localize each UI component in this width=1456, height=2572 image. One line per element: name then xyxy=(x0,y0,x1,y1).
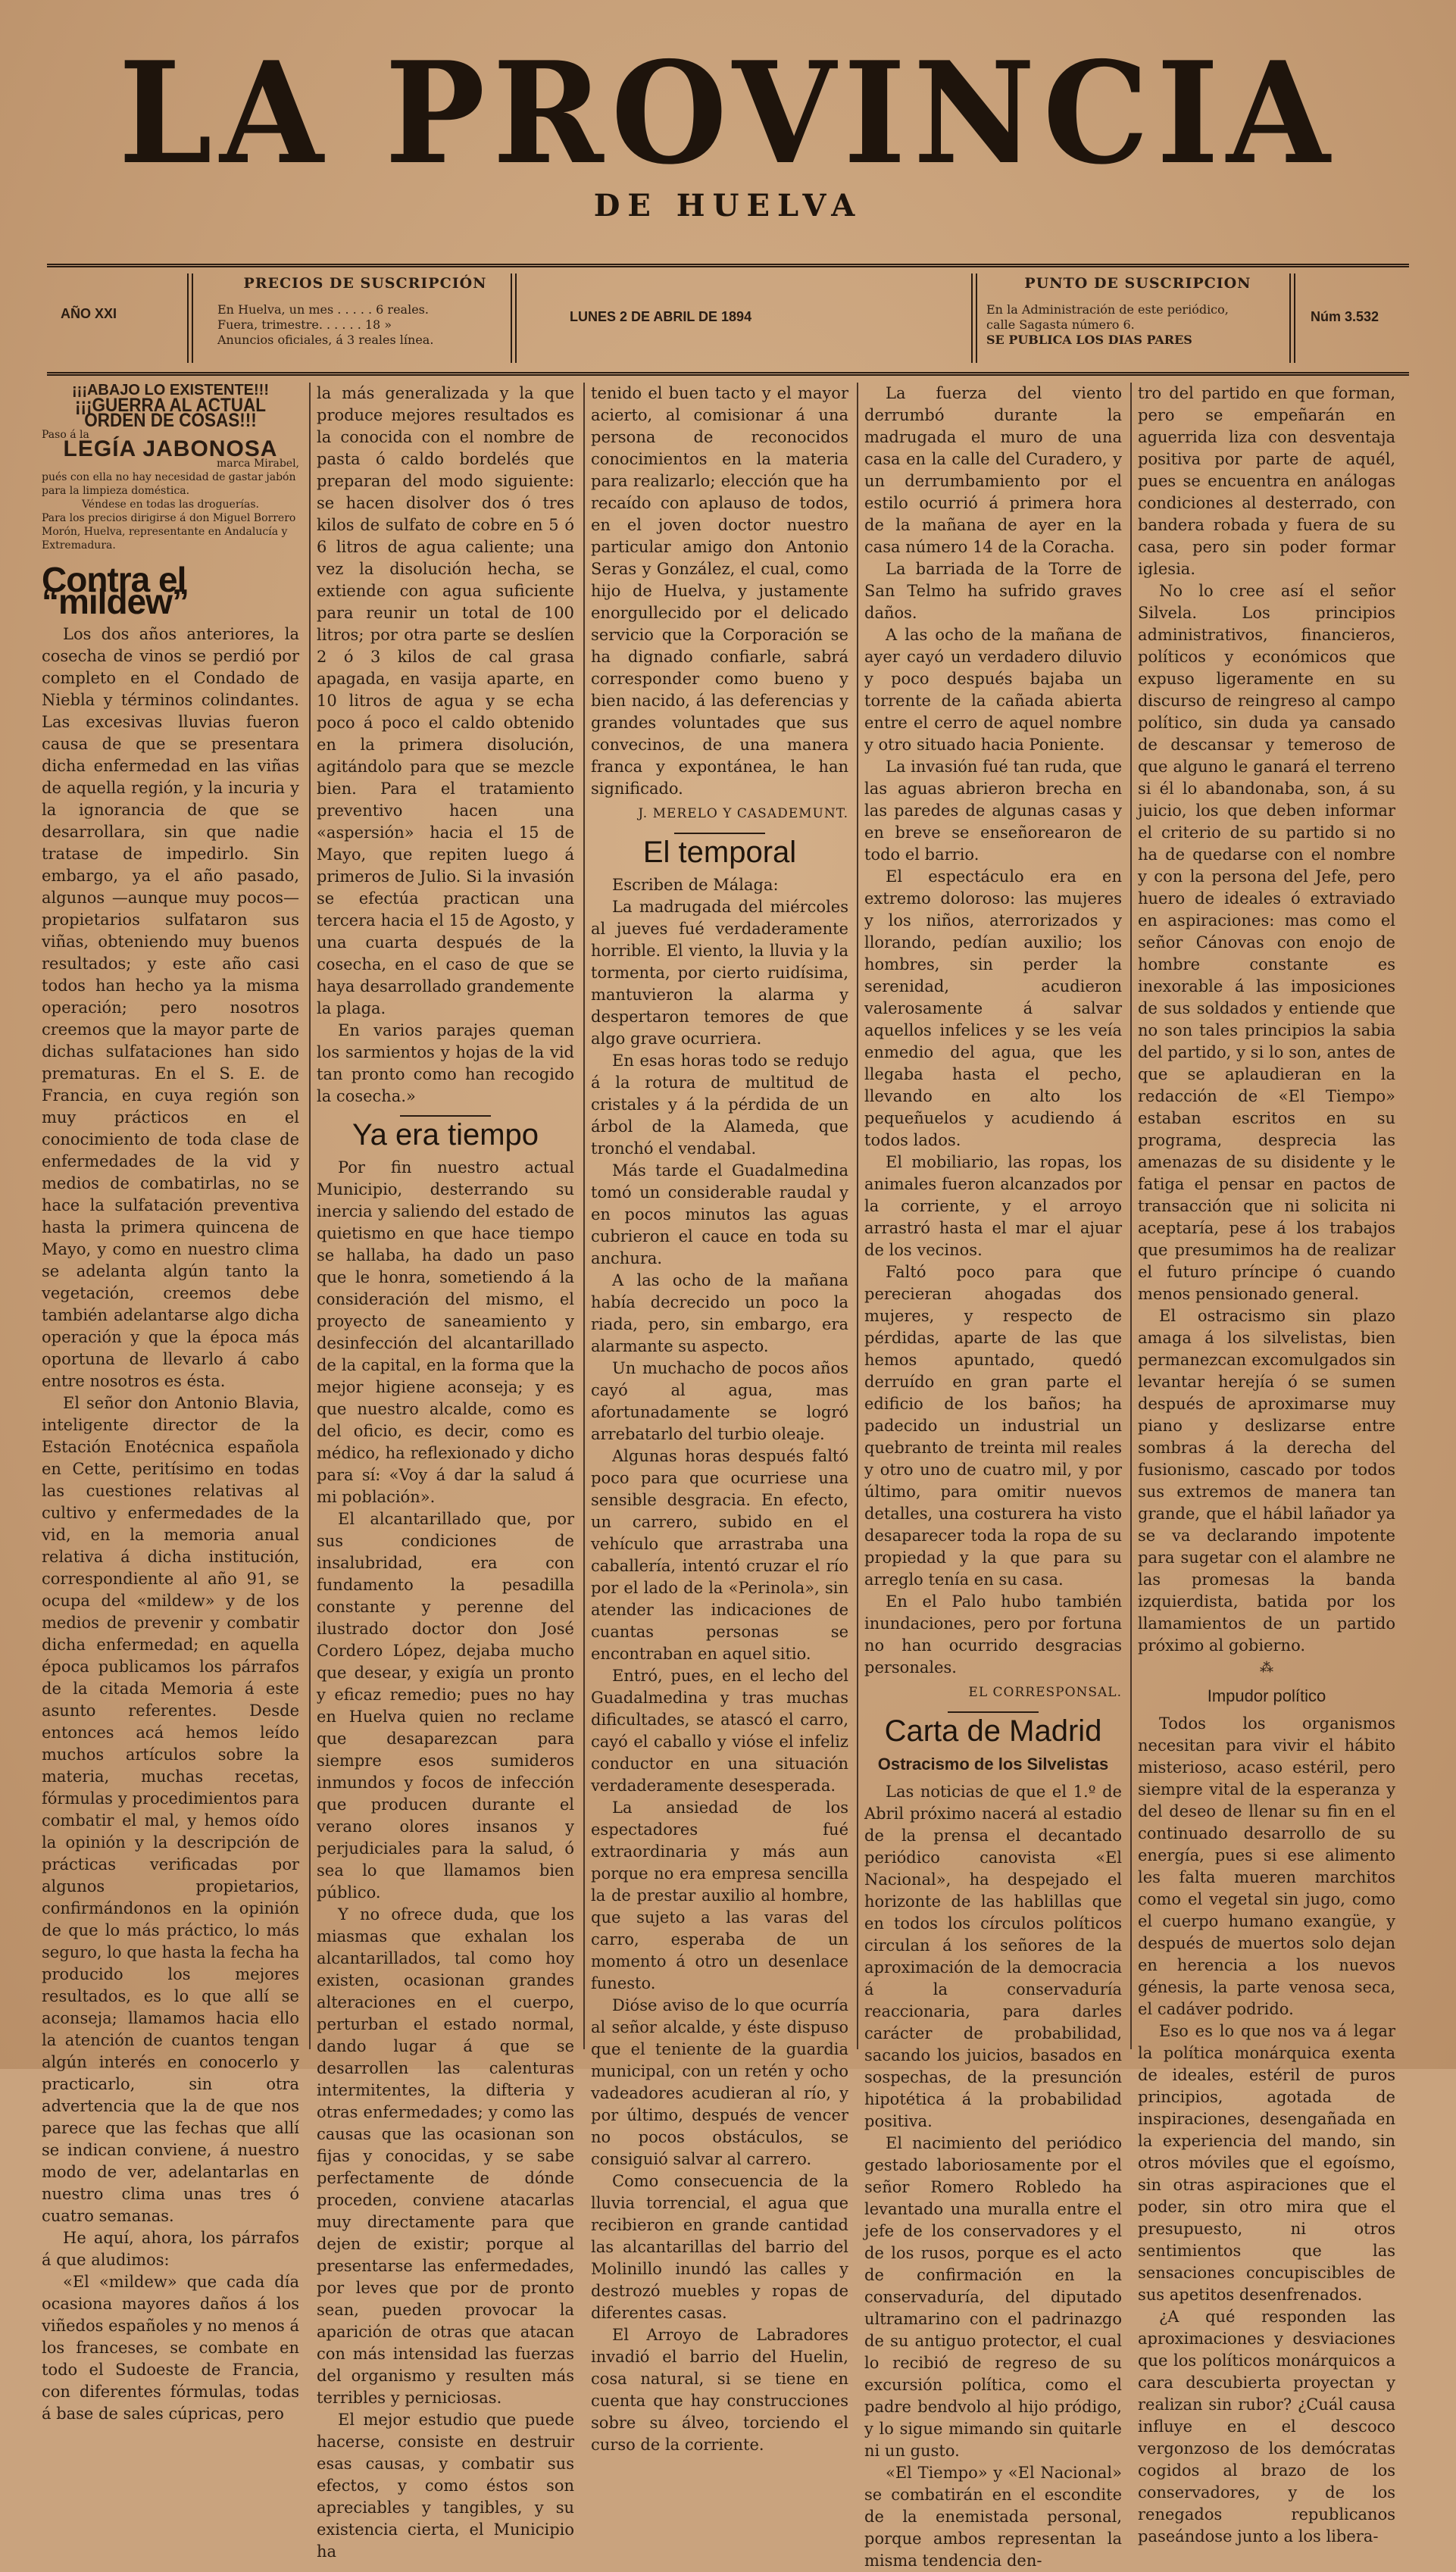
paragraph: El señor don Antonio Blavia, inteligente director de la Estación Enotécnica española en Cette, peritísimo en todas las cuestiones relativas al cultivo y enfermedades de la vid, en la memoria anual relativa á dicha institución, correspondiente al año 91, se ocupa del «mildew» y de los medios de prevenir y combatir dicha enfermedad; en aquella época publicamos los párrafos de la citada Memoria á este asunto referentes. Desde entonces acá hemos leído muchos artículos sobre la materia, muchas recetas, fórmulas y procedimientos para combatir el mal, y hemos oído la opinión y la descripción de prácticas verificadas por algunos propietarios, confirmándonos en la opinión de que lo más práctico, lo más seguro, lo que hasta la fecha ha producido los mejores resultados, es lo que allí se aconseja; llamamos hacia ello la atención de cuantos tengan algún interés en conocerlo y practicarlo, sin otra advertencia que la de que nos parece que las fechas que allí se indican conviene, á nuestro modo de ver, adelantarlas en nuestro clima unas tres ó cuatro semanas. xyxy=(42,1394,299,2225)
paragraph: tenido el buen tacto y el mayor acierto, al comisionar á una persona de reconocidos conocimientos en la materia para realizarlo; elección que ha recaído con aplauso de todos, en el joven doctor nuestro particular amigo don Antonio Seras y González, el cual, como hijo de Huelva, y justamente enorgullecido por el delicado servicio que la Corporación se ha dignado confiarle, sabrá corresponder como bueno y bien nacido, á las deferencias y grandes voluntades que sus convecinos, de una manera franca y expontánea, le han significado. xyxy=(591,384,848,798)
issue-number: Núm 3.532 xyxy=(1311,309,1379,324)
ad-line-5: marca Mirabel, xyxy=(217,458,299,470)
paragraph: Dióse aviso de lo que ocurría al señor alcalde, y éste dispuso que el teniente de la guardia municipal, con un retén y ocho vadeadores acudieran al río, y por último, después de vencer no pocos obstáculos, se consiguió salvar al carrero. xyxy=(591,1996,848,2168)
subscription-prices xyxy=(217,275,513,348)
paragraph: El nacimiento del periódico gestado laboriosamente por el señor Romero Robledo ha levantado una muralla entre el jefe de los conservadores y el de los rusos, porque es el acto de confirmación en la conservaduría, del diputado ultramarino con el padrinazgo de su antiguo protector, el cual lo recibió de regreso de su excursión política, como el padre bendvolo al hijo pródigo, y lo sigue mimando sin quitarle ni un gusto. xyxy=(864,2134,1122,2460)
ad-line-1: ¡¡¡ABAJO LO EXISTENTE!!! xyxy=(72,382,269,398)
carta-subheadline: Ostracismo de los Silvelistas xyxy=(877,1755,1109,1774)
prices-line-2: Fuera, trimestre. . . . . . 18 » xyxy=(217,317,392,332)
paragraph: La barriada de la Torre de San Telmo ha sufrido graves daños. xyxy=(864,560,1122,622)
paragraph: El mobiliario, las ropas, los animales fueron alcanzados por la corriente, y el arroyo arrastró hasta el mar el ajuar de los vecinos. xyxy=(864,1153,1122,1259)
year-label: AÑO XXI xyxy=(61,306,117,321)
paragraph: El alcantarillado que, por sus condiciones de insalubridad, era con fundamento la pesadilla constante y perenne del ilustrado doctor don José Cordero López, dejaba mucho que desear, y exigía un pronto y eficaz remedio; pues no hay en Huelva quien no reclame que desaparezcan para siempre esos sumideros inmundos y focos de infección que producen durante el verano olores insanos y perjudiciales para la salud, ó sea lo que llamamos bien público. xyxy=(317,1510,574,1902)
paragraph: ¿A qué responden las aproximaciones y desviaciones que los políticos monárquicos a cara descubierta proyectan y realizan sin rubor? ¿Cuál causa influye en el descoco vergonzoso de los demócratas cogidos al brazo de los conservadores, y de los renegados republicanos paseándose junto a los libera- xyxy=(1138,2308,1395,2545)
paragraph: La invasión fué tan ruda, que las aguas abrieron brecha en las paredes de algunas casas y en breve se enseñorearon de todo el barrio. xyxy=(864,758,1122,864)
publication-days: SE PUBLICA LOS DIAS PARES xyxy=(986,333,1192,347)
impudor-headline: Impudor político xyxy=(1207,1686,1326,1705)
paragraph: Escriben de Málaga: xyxy=(612,876,779,894)
paragraph: La madrugada del miércoles al jueves fué verdaderamente horrible. El viento, la lluvia y la tormenta, por cierto ruidísima, mantuvieron la alarma y despertaron temores de que algo grave ocurriera. xyxy=(591,898,848,1048)
paragraph: En varios parajes queman los sarmientos y hojas de la vid tan pronto como han recogido la cosecha.» xyxy=(317,1021,574,1105)
paragraph: «El Tiempo» y «El Nacional» se combatirán en el escondite de la enemistada personal, porque ambos representan la misma tendencia den- xyxy=(864,2464,1122,2570)
paragraph: El ostracismo sin plazo amaga á los silvelistas, bien permanezcan excomulgados sin levantar herejía ó se sumen después de aproximarse muy piano y deslizarse entre sombras á la derecha del fusionismo, cascado por todos sus extremos de manera tan grande, que el hábil lañador ya se va declarando impotente para sugetar con el alambre ne las promesas la banda izquierdista, batida por los llamamientos de un partido próximo al gobierno. xyxy=(1138,1307,1395,1655)
paragraph: A las ocho de la mañana de ayer cayó un verdadero diluvio y poco después bajaba un torrente de la cañada abierta entre el cerro de aquel nombre y otro situado hacia Poniente. xyxy=(864,626,1122,754)
prices-line-1: En Huelva, un mes . . . . . 6 reales. xyxy=(217,302,429,317)
ad-product-name: LEGÍA JABONOSA xyxy=(63,436,278,461)
paragraph: En el Palo hubo también inundaciones, pero por fortuna no han ocurrido desgracias personales. xyxy=(864,1592,1122,1677)
ad-line-2: ¡¡¡GUERRA AL ACTUAL ORDEN DE COSAS!!! xyxy=(74,395,267,431)
paragraph: Todos los organismos necesitan para vivir el hábito misterioso, acaso estéril, pero siempre vital de la esperanza y del deseo de llenar su fin en el continuado desarrollo de su energía, pues si ese alimento les falta mueren marchitos como el vegetal sin jugo, como el cuerpo humano exangüe, y después de muertos solo dejan en herencia a los nuevos génesis, la parte venosa seca, el cadáver podrido. xyxy=(1138,1714,1395,2018)
newspaper-subtitle: DE HUELVA xyxy=(593,188,863,223)
ad-line-3: Paso á la xyxy=(42,429,89,441)
separator xyxy=(948,1711,1039,1713)
paragraph: Algunas horas después faltó poco para que ocurriese una sensible desgracia. En efecto, un carrero, subido en el vehículo que arrastraba una caballería, intentó cruzar el río por el lado de la «Perinola», sin atender las indicaciones de cuantas personas se encontraban en aquel sitio. xyxy=(591,1447,848,1663)
subscription-line-2: calle Sagasta número 6. xyxy=(986,317,1135,332)
column-4 xyxy=(864,383,1122,2570)
paragraph: Y no ofrece duda, que los miasmas que exhalan los alcantarillados, tal como hoy existen, ocasionan grandes alteraciones en el cuerpo, perturban el estado normal, dando lugar á que se desarrollen las calenturas intermitentes, la difteria y otras enfermedades; y como las causas que las ocasionan son fijas y conocidas, y se sabe perfectamente de dónde proceden, conviene atacarlas muy directamente para que dejen de existir; porque al presentarse las enfermedades, por leves que por de pronto sean, pueden provocar la aparición de otras que atacan con más intensidad las fuerzas del organismo y resulten más terribles y perniciosas. xyxy=(317,1905,574,2407)
paragraph: En esas horas todo se redujo á la rotura de multitud de cristales y á la pérdida de un árbol de la Alameda, que tronchó el vendabal. xyxy=(591,1052,848,1158)
masthead xyxy=(0,30,1456,223)
paragraph: «El «mildew» que cada día ocasiona mayores daños á los viñedos españoles y no menos á los franceses, se combate en todo el Sudoeste de Francia, con diferentes fórmulas, todas á base de sales cúpricas, pero xyxy=(42,2273,299,2423)
signature: J. MERELO Y CASADEMUNT. xyxy=(638,806,848,821)
paragraph: No lo cree así el señor Silvela. Los principios administrativos, financieros, políticos y económicos que expuso ligeramente en su discurso de reingreso al campo político, sin duda ya cansado de descansar y temeroso de que alguno le ganará el terreno si él lo abandonaba, son, á su juicio, los que deben informar el criterio de su partido si no ha de quedarse con el nombre y con la persona del Jefe, pero huero de ideales ó extraviado en aspiraciones: mas como el señor Cánovas con enojo de hombre constante es inexorable á las imposiciones de sus soldados y entiende que no son tales principios la sabia del partido, y si lo son, antes de que se aplaudieran en la redacción de «El Tiempo» estaban escritos en su programa, desprecia las amenazas de su disidente y le fatiga el pensar en pactos de transacción que ni solicita ni aceptaría, pese á los trabajos que presumimos ha de realizar el futuro príncipe ó cuando menos pensionado general. xyxy=(1138,582,1395,1303)
paragraph: El Arroyo de Labradores invadió el barrio del Huelin, cosa natural, si se tiene en cuenta que hay construcciones sobre su álveo, torciendo el curso de la corriente. xyxy=(591,2326,848,2454)
ad-line-8: Para los precios dirigirse á don Miguel Borrero Morón, Huelva, representante en Andalucía y Extremadura. xyxy=(42,512,296,552)
paragraph: tro del partido en que forman, pero se empeñarán en aguerrida liza con desventaja positiva por parte de aquél, pues se encuentra en análogas condiciones al desterrado, con bandera robada y fuera de su casa, pero sin poder formar iglesia. xyxy=(1138,384,1395,578)
paragraph: La fuerza del viento derrumbó durante la madrugada el muro de una casa en la calle del Curadero, y un derrumbamiento por el estilo ocurrió á primera hora de la mañana de ayer en la casa número 14 de la Coracha. xyxy=(864,384,1122,556)
ya-era-tiempo-headline: Ya era tiempo xyxy=(352,1118,539,1152)
subscription-point xyxy=(986,275,1289,348)
paragraph: Las noticias de que el 1.º de Abril próximo nacerá al estadio de la prensa el decantado periódico canovista «El Nacional», ha despejado el horizonte de las hablillas que en todos los círculos políticos circulan á los señores de la aproximación de la democracia á la conservaduría reaccionaria, para darles carácter de probabilidad, sacando los juicios, basados en sospechas, de la presunción hipotética á la probabilidad positiva. xyxy=(864,1783,1122,2130)
subscription-point-title: PUNTO DE SUSCRIPCION xyxy=(1024,275,1251,292)
separator xyxy=(400,1115,491,1117)
prices-line-3: Anuncios oficiales, á 3 reales línea. xyxy=(217,333,434,347)
paragraph: Un muchacho de pocos años cayó al agua, mas afortunadamente se logró arrebatarlo del turbio oleaje. xyxy=(591,1359,848,1443)
paragraph: He aquí, ahora, los párrafos á que aludimos: xyxy=(42,2229,299,2269)
info-bar xyxy=(47,264,1409,376)
paragraph: Como consecuencia de la lluvia torrencial, el agua que recibieron en grande cantidad las alcantarillas del barrio del Molinillo inundó las calles y destrozó muebles y ropas de diferentes casas. xyxy=(591,2172,848,2322)
paragraph: Los dos años anteriores, la cosecha de vinos se perdió por completo en el Condado de Niebla y términos colindantes. Las excesivas lluvias fueron causa de que se presentara dicha enfermedad en las viñas de aquella región, y la incuria y la ignorancia de que se desarrollara, sin que nadie tratase de impedirlo. Sin embargo, ya el año pasado, algunos —aunque muy pocos—propietarios sulfataron sus viñas, obteniendo muy buenos resultados; y este año casi todos han hecho ya la misma operación; pero nosotros creemos que la mayor parte de dichas sulfataciones han sido prematuras. En el S. E. de Francia, en cuya región son muy prácticos en el conocimiento de toda clase de enfermedades de la vid y medios de combatirlas, no se hace la sulfatación preventiva hasta la primera quincena de Mayo, y como en nuestro clima se adelanta algún tanto la vegetación, creemos debe también adelantarse algo dicha operación y que la época más oportuna de llevarlo á cabo entre nosotros es ésta. xyxy=(42,625,299,1390)
advertisement xyxy=(42,383,299,552)
paragraph: Más tarde el Guadalmedina tomó un considerable raudal y en pocos minutos las aguas cubrieron el cauce en toda su anchura. xyxy=(591,1161,848,1267)
column-2 xyxy=(317,383,574,2561)
prices-title: PRECIOS DE SUSCRIPCIÓN xyxy=(243,275,487,292)
paragraph: Faltó poco para que perecieran ahogadas dos mujeres, y respecto de pérdidas, aparte de las que hemos apuntado, quedó derruído en gran parte el edificio de los baños; ha padecido un industrial un quebranto de treinta mil reales y otro uno de cuatro mil, y por último, para omitir nuevos detalles, una costurera ha visto desaparecer toda la ropa de su propiedad y la que para su arreglo tenía en su casa. xyxy=(864,1263,1122,1589)
ad-line-7: Véndese en todas las droguerías. xyxy=(81,498,259,511)
issue-date: LUNES 2 DE ABRIL DE 1894 xyxy=(570,309,752,324)
column-3 xyxy=(591,383,848,2454)
column-5 xyxy=(1138,383,1395,2545)
column-1 xyxy=(42,382,299,2423)
paragraph: El espectáculo era en extremo doloroso: las mujeres y los niños, aterrorizados y llorando, pedían auxilio; los hombres, sin perder la serenidad, acudieron valerosamente á salvar aquellos infelices y se les veía enmedio del agua, que les llegaba hasta el pecho, llevando en alto los pequeñuelos y acudiendo á todos lados. xyxy=(864,867,1122,1149)
paragraph: Por fin nuestro actual Municipio, desterrando su inercia y saliendo del estado de quietismo en que hace tiempo se hallaba, ha dado un paso que le honra, sometiendo á la consideración del mismo, el proyecto de saneamiento y desinfección del alcantarillado de la capital, en la forma que la mejor higiene aconseja; y es que nuestro alcalde, como es del oficio, es decir, como es médico, ha reflexionado y dicho para sí: «Voy á dar la salud á mi población». xyxy=(317,1158,574,1506)
signature: EL CORRESPONSAL. xyxy=(968,1685,1122,1700)
newspaper-title: LA PROVINCIA xyxy=(118,30,1338,196)
paragraph: Eso es lo que nos va á legar la política monárquica exenta de ideales, estéril de puros principios, agotada de inspiraciones, desengañada en la experiencia del mando, sin otros móviles que el egoísmo, sin otras aspiraciones que el poder, sin otro mira que el presupuesto, ni otros sentimientos que las sensaciones concupiscibles de sus apetitos desenfrenados. xyxy=(1138,2022,1395,2304)
paragraph: la más generalizada y la que produce mejores resultados es la conocida con el nombre de pasta ó caldo bordelés que preparan del modo siguiente: se hacen disolver dos ó tres kilos de sulfato de cobre en 5 ó 6 litros de agua caliente; una vez la disolución hecha, se extiende con agua suficiente para reunir un total de 100 litros; por otra parte se deslíen 2 ó 3 kilos de cal grasa apagada, en vasija aparte, en 10 litros de agua y se echa poco á poco el caldo obtenido en la primera disolución, agitándolo para que se mezcle bien. Para el tratamiento preventivo hacen una «aspersión» hacia el 15 de Mayo, que repiten luego á primeros de Julio. Si la invasión se efectúa practican una tercera hacia el 15 de Agosto, y una cuarta después de la cosecha, en el caso de que se haya desarrollado grandemente la plaga. xyxy=(317,384,574,1017)
section-stars: ⁂ xyxy=(1260,1660,1273,1676)
temporal-headline: El temporal xyxy=(642,836,797,869)
paragraph: La ansiedad de los espectadores fué extraordinaria y más aun porque no era empresa sencilla la de prestar auxilio al hombre, que sujeto a las varas del carro, esperaba de un momento á otro un desenlace funesto. xyxy=(591,1799,848,1992)
separator xyxy=(674,833,765,834)
paragraph: A las ocho de la mañana había decrecido un poco la riada, pero, sin embargo, era alarmante su aspecto. xyxy=(591,1271,848,1355)
paragraph: El mejor estudio que puede hacerse, consiste en destruir esas causas, y combatir sus efectos, y como éstos son apreciables y tangibles, y su existencia cierta, el Municipio ha xyxy=(317,2411,574,2561)
ad-line-6: pués con ella no hay necesidad de gastar jabón para la limpieza doméstica. xyxy=(42,471,296,497)
subscription-line-1: En la Administración de este periódico, xyxy=(986,302,1229,317)
paragraph: Entró, pues, en el lecho del Guadalmedina y tras muchas dificultades, se atascó el carro, cayó el caballo y vióse el infeliz conductor en una situación verdaderamente desesperada. xyxy=(591,1667,848,1795)
carta-madrid-headline: Carta de Madrid xyxy=(884,1714,1102,1748)
mildew-headline: Contra el “mildew” xyxy=(42,560,189,621)
